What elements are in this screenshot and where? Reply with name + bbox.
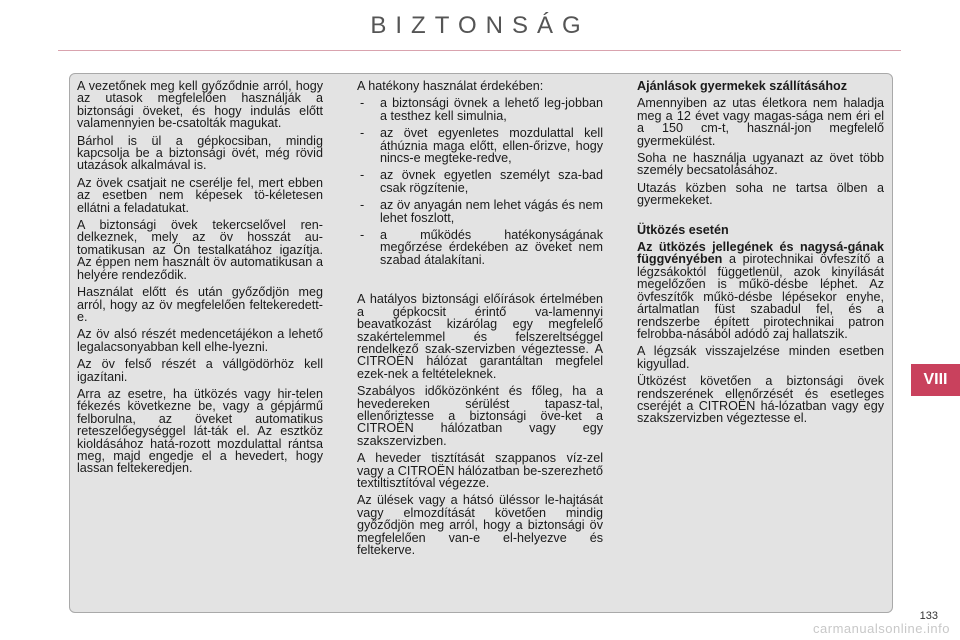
paragraph: Utazás közben soha ne tartsa ölben a gyermekeket. (637, 180, 884, 208)
paragraph: Az öv felső részét a vállgödörhöz kell igazítani. (77, 357, 323, 384)
column-3 (637, 80, 884, 430)
paragraph: A hatályos biztonsági előírások értelmében a gépkocsit érintő va-lamennyi beavatkozást kizárólag egy megfelelő szakértelemmel és felszereltséggel rendelkező szak-szervizben végeztesse. A CITROËN hálózat garantáltan megfelel ezek-nek a feltételeknek. (357, 292, 603, 381)
paragraph: Amennyiben az utas életkora nem haladja meg a 12 évet vagy magas-sága nem éri el a 150 cm-t, használ-jon megfelelő gyermekülést. (637, 96, 884, 148)
watermark: carmanualsonline.info (813, 621, 950, 636)
paragraph: Az ülések vagy a hátsó üléssor le-hajtását vagy elmozdítását követően mindig győződjön meg arról, hogy a biztonsági öv megfelelően van-e el-helyezve és feltekerve. (357, 493, 603, 557)
section-heading: Ajánlások gyermekek szállításához (637, 79, 847, 93)
paragraph: Szabályos időközönként és főleg, ha a hevedereken sérülést tapasz-tal, ellenőriztesse a biztonsági öve-ket a CITROËN hálózatban vagy egy szakszervizben. (357, 384, 603, 448)
paragraph: A légzsák visszajelzése minden esetben kigyullad. (637, 344, 884, 371)
list-item: - a biztonsági övnek a lehető leg-jobban a testhez kell simulnia, (357, 97, 603, 122)
list-item: - az övnek egyetlen személyt sza-bad csak rögzítenie, (357, 169, 603, 194)
page-title: BIZTONSÁG (370, 12, 590, 39)
list-item: - az övet egyenletes mozdulattal kell áthúznia maga előtt, ellen-őrizve, hogy nincs-e megteke-redve, (357, 127, 603, 164)
bold-lead: Az ütközés jellegének és nagysá-gának függvényében (637, 240, 884, 267)
section-heading: Ütközés esetén (637, 222, 729, 237)
paragraph: Soha ne használja ugyanazt az övet több személy becsatolásához. (637, 151, 884, 178)
paragraph: A heveder tisztítását szappanos víz-zel vagy a CITROËN hálózatban be-szerezhető textiltisztítóval végezze. (357, 451, 603, 490)
paragraph: Ütközést követően a biztonsági övek rendszerének ellenőrzését és esetleges cseréjét a CITROËN há-lózatban vagy egy szakszervizben végeztesse el. (637, 374, 884, 426)
chapter-tab: VIII (911, 364, 960, 396)
page-number: 133 (919, 610, 938, 622)
column-1 (77, 80, 323, 480)
paragraph (637, 241, 884, 340)
paragraph: Az öv alsó részét medencetájékon a lehető legalacsonyabban kell elhe-lyezni. (77, 327, 323, 354)
column-2 (357, 80, 603, 561)
paragraph-rest: a pirotechnikai övfeszítő a légzsákoktól függetlenül, azok kinyílását megelőzően is műkö-désbe léphet. Az övfeszítők műkö-désbe lépésekor enyhe, ártalmatlan füst szabadul fel, és a rendszerbe épített pirotechnikai patron felrobba-násából adódó zaj hallatszik. (637, 252, 884, 341)
spacer (637, 212, 884, 224)
list-item: - az öv anyagán nem lehet vágás és nem lehet foszlott, (357, 199, 603, 224)
list-item: - a működés hatékonyságának megőrzése érdekében az öveket nem szabad átalakítani. (357, 229, 603, 266)
paragraph: Használat előtt és után győződjön meg arról, hogy az öv megfelelően feltekeredett-e. (77, 285, 323, 324)
spacer (357, 271, 603, 293)
content-panel (69, 73, 893, 613)
paragraph: A vezetőnek meg kell győződnie arról, hogy az utasok megfelelően használják a biztonsági öveket, és hogy indulás előtt valamennyien be-csatolták magukat. (77, 79, 323, 131)
paragraph: Az övek csatjait ne cserélje fel, mert ebben az esetben nem képesek tö-kéletesen ellátni a feladatukat. (77, 175, 323, 215)
paragraph: A biztonsági övek tekercselővel ren-delkeznek, mely az öv hosszát au-tomatikusan az Ön testalkatához igazítja. Az éppen nem használt öv automatikusan a helyére rendeződik. (77, 218, 323, 282)
list-intro: A hatékony használat érdekében: (357, 79, 544, 93)
paragraph: Bárhol is ül a gépkocsiban, mindig kapcsolja be a biztonsági övét, még rövid utazások alkalmával is. (77, 133, 323, 173)
paragraph: Arra az esetre, ha ütközés vagy hir-telen fékezés következne be, vagy a gépjármű felborulna, az öveket automatikus reteszelőegységgel lát-ták el. Az esztköz kioldásához hatá-rozott mozdulattal rántsa meg, majd engedje el a hevedert, hogy lassan feltekeredjen. (77, 386, 323, 476)
title-divider (58, 50, 901, 51)
usage-list (357, 97, 603, 266)
